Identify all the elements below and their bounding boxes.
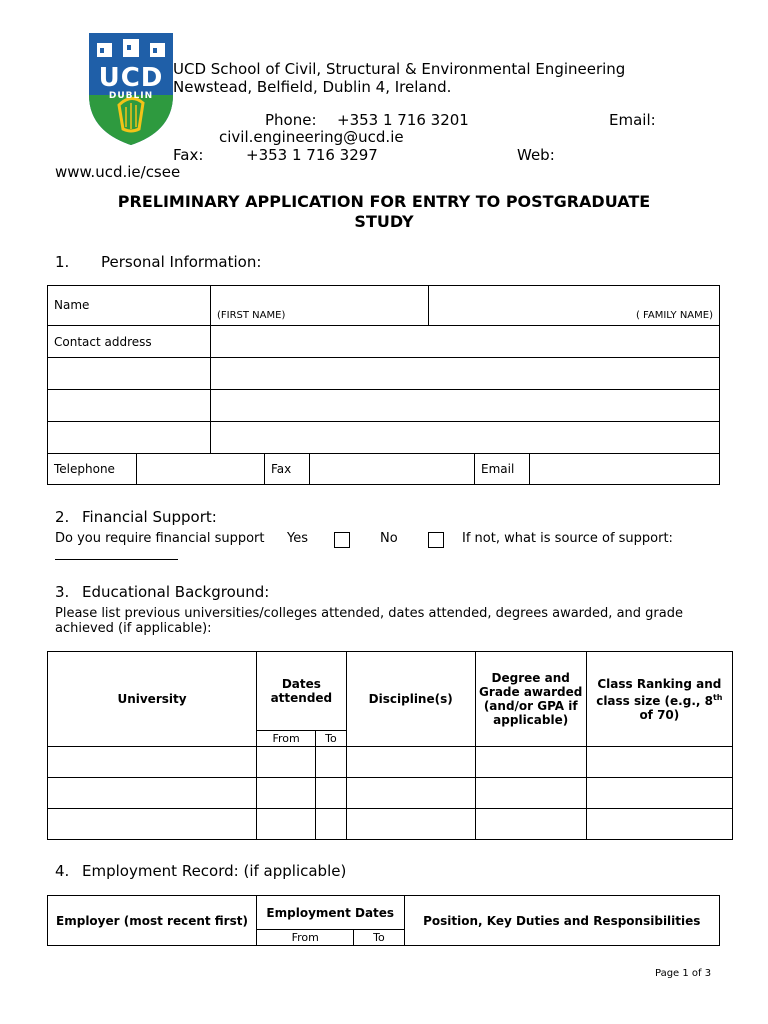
edu-row-3-from[interactable] bbox=[257, 809, 316, 840]
email-value: civil.engineering@ucd.ie bbox=[219, 128, 404, 146]
page-number: Page 1 of 3 bbox=[655, 968, 712, 979]
emp-col-to: To bbox=[354, 930, 404, 946]
col-from: From bbox=[257, 731, 316, 747]
col-to: To bbox=[316, 731, 346, 747]
fax-field[interactable] bbox=[310, 454, 475, 485]
contact-address-label-4 bbox=[48, 422, 211, 454]
logo-text-ucd: UCD bbox=[98, 63, 164, 93]
edu-row-3-university[interactable] bbox=[48, 809, 257, 840]
name-label: Name bbox=[48, 286, 211, 326]
fax-label: Fax: bbox=[173, 146, 204, 164]
edu-row-1-university[interactable] bbox=[48, 747, 257, 778]
col-employer: Employer (most recent first) bbox=[48, 896, 257, 946]
edu-row-2-class[interactable] bbox=[586, 778, 732, 809]
edu-row-1-class[interactable] bbox=[586, 747, 732, 778]
section-3-number: 3. bbox=[55, 583, 70, 601]
edu-row-2-discipline[interactable] bbox=[346, 778, 475, 809]
section-1-heading: Personal Information: bbox=[101, 253, 262, 271]
yes-label: Yes bbox=[287, 531, 308, 546]
page-title-line-1: PRELIMINARY APPLICATION FOR ENTRY TO POSTGRADUATE bbox=[117, 192, 651, 211]
section-4-number: 4. bbox=[55, 862, 70, 880]
education-instructions-1: Please list previous universities/colleges attended, dates attended, degrees awarded, and grade bbox=[55, 606, 683, 621]
edu-row-2-university[interactable] bbox=[48, 778, 257, 809]
col-discipline: Discipline(s) bbox=[346, 652, 475, 747]
edu-row-3-degree[interactable] bbox=[475, 809, 586, 840]
financial-support-question: Do you require financial support bbox=[55, 531, 265, 546]
col-class-ranking-sup: th bbox=[712, 692, 723, 702]
section-4-heading: Employment Record: (if applicable) bbox=[82, 862, 347, 880]
edu-row-2-from[interactable] bbox=[257, 778, 316, 809]
col-degree: Degree and Grade awarded (and/or GPA if applicable) bbox=[475, 652, 586, 747]
phone-label: Phone: bbox=[265, 111, 317, 129]
section-1-number: 1. bbox=[55, 253, 70, 271]
logo-text-dublin: DUBLIN bbox=[108, 91, 154, 101]
fax-field-label: Fax bbox=[265, 454, 310, 485]
edu-row-3-class[interactable] bbox=[586, 809, 732, 840]
page-title bbox=[0, 192, 768, 232]
email-label: Email: bbox=[609, 111, 656, 129]
col-class-ranking-a: Class Ranking and class size (e.g., 8 bbox=[596, 676, 722, 708]
edu-row-1-discipline[interactable] bbox=[346, 747, 475, 778]
fax-value: +353 1 716 3297 bbox=[246, 146, 378, 164]
page-title-line-2: STUDY bbox=[354, 212, 414, 231]
email-field[interactable] bbox=[530, 454, 720, 485]
col-university: University bbox=[48, 652, 257, 747]
contact-address-field-1[interactable] bbox=[211, 326, 720, 358]
no-checkbox[interactable] bbox=[428, 532, 444, 548]
col-employment-dates: Employment Dates bbox=[257, 896, 405, 930]
education-instructions-2: achieved (if applicable): bbox=[55, 621, 212, 636]
phone-value: +353 1 716 3201 bbox=[337, 111, 469, 129]
yes-checkbox[interactable] bbox=[334, 532, 350, 548]
web-value: www.ucd.ie/csee bbox=[55, 163, 181, 181]
email-field-label: Email bbox=[475, 454, 530, 485]
personal-info-table bbox=[47, 285, 720, 454]
first-name-hint: (FIRST NAME) bbox=[217, 310, 286, 321]
school-name: UCD School of Civil, Structural & Environmental Engineering bbox=[173, 60, 626, 78]
emp-col-from: From bbox=[257, 930, 354, 946]
contact-address-field-3[interactable] bbox=[211, 390, 720, 422]
edu-row-3-to[interactable] bbox=[316, 809, 346, 840]
edu-row-2-to[interactable] bbox=[316, 778, 346, 809]
family-name-hint: ( FAMILY NAME) bbox=[635, 310, 713, 321]
col-class-ranking-b: of 70) bbox=[639, 707, 680, 722]
telephone-label: Telephone bbox=[48, 454, 137, 485]
telephone-field[interactable] bbox=[137, 454, 265, 485]
first-name-field[interactable] bbox=[211, 286, 429, 326]
edu-row-1-degree[interactable] bbox=[475, 747, 586, 778]
web-label: Web: bbox=[517, 146, 555, 164]
education-table bbox=[47, 651, 733, 840]
col-position: Position, Key Duties and Responsibilities bbox=[404, 896, 720, 946]
contact-details-table bbox=[47, 453, 720, 485]
col-dates-attended: Dates attended bbox=[257, 652, 347, 731]
edu-row-1-from[interactable] bbox=[257, 747, 316, 778]
contact-address-label-3 bbox=[48, 390, 211, 422]
section-2-number: 2. bbox=[55, 508, 70, 526]
edu-row-1-to[interactable] bbox=[316, 747, 346, 778]
edu-row-3-discipline[interactable] bbox=[346, 809, 475, 840]
contact-address-label: Contact address bbox=[48, 326, 211, 358]
col-class-ranking bbox=[586, 652, 732, 747]
ucd-logo bbox=[89, 33, 173, 145]
family-name-field[interactable] bbox=[429, 286, 720, 326]
support-source-question: If not, what is source of support: bbox=[462, 531, 673, 546]
no-label: No bbox=[380, 531, 398, 546]
contact-address-label-2 bbox=[48, 358, 211, 390]
school-address: Newstead, Belfield, Dublin 4, Ireland. bbox=[173, 78, 452, 96]
contact-address-field-4[interactable] bbox=[211, 422, 720, 454]
edu-row-2-degree[interactable] bbox=[475, 778, 586, 809]
employment-table bbox=[47, 895, 720, 946]
section-2-heading: Financial Support: bbox=[82, 508, 217, 526]
support-source-line[interactable] bbox=[55, 559, 178, 560]
section-3-heading: Educational Background: bbox=[82, 583, 270, 601]
contact-address-field-2[interactable] bbox=[211, 358, 720, 390]
